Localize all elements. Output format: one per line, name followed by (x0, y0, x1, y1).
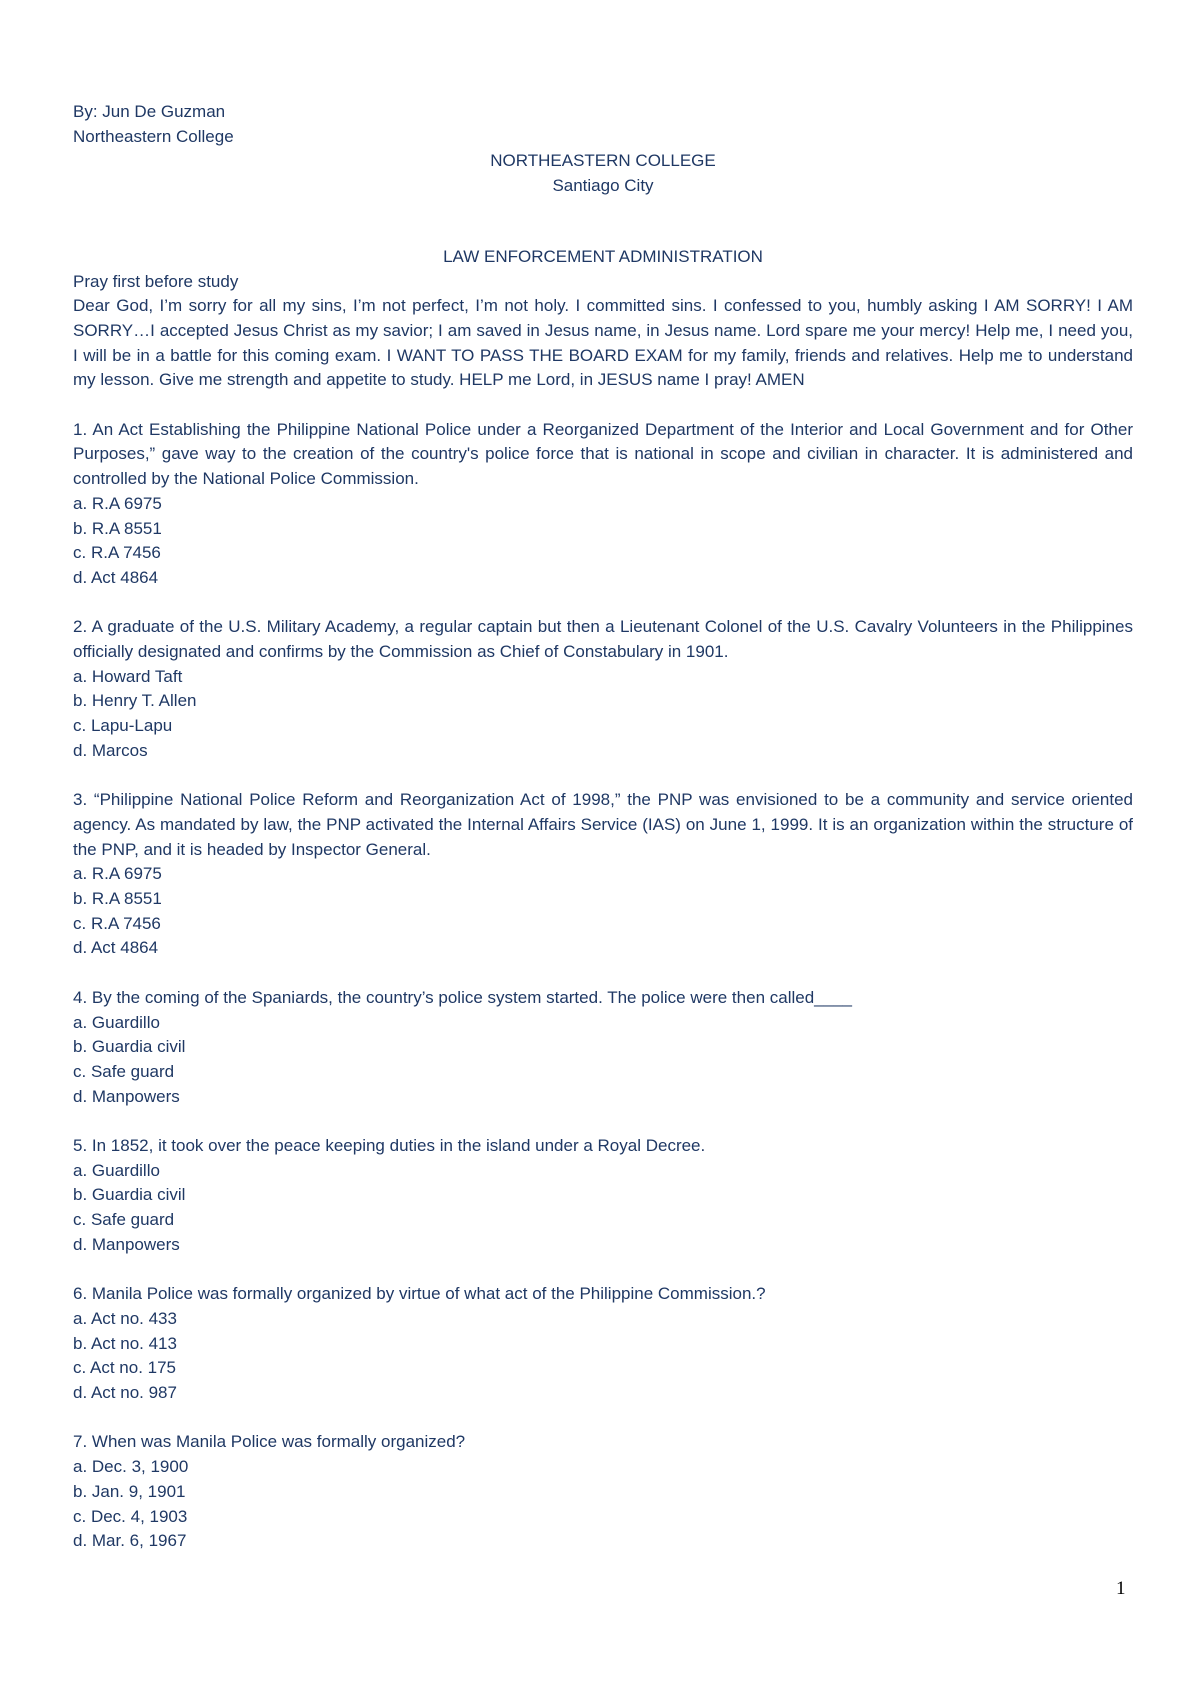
choice-d: d. Manpowers (73, 1086, 180, 1106)
blank-line (73, 1109, 1133, 1134)
blank-line (73, 591, 1133, 616)
prayer-text: Dear God, I’m sorry for all my sins, I’m not perfect, I’m not holy. I committed sins. I confessed to you, humbly asking I AM SORRY! I AM SORRY…I accepted Jesus Christ as my savior; I am saved in Jesus name, in Jesus name. Lord spare me your mercy! Help me, I need you, I will be in a battle for this coming exam. I WANT TO PASS THE BOARD EXAM for my family, friends and relatives. Help me to understand my lesson. Give me strength and appetite to study. HELP me Lord, in JESUS name I pray! AMEN (73, 296, 1133, 390)
choice-a: a. R.A 6975 (73, 864, 162, 884)
choice-d: d. Marcos (73, 740, 148, 760)
question-4 (73, 986, 1133, 1110)
document-page (73, 100, 1133, 1554)
question-1 (73, 418, 1133, 591)
choice-c: c. R.A 7456 (73, 543, 161, 563)
question-text: 7. When was Manila Police was formally organized? (73, 1432, 466, 1452)
question-3 (73, 788, 1133, 961)
blank-line (73, 1258, 1133, 1283)
author-institution: Northeastern College (73, 126, 234, 146)
blank-line (73, 222, 1133, 245)
blank-line (73, 1406, 1133, 1431)
choice-b: b. Jan. 9, 1901 (73, 1481, 186, 1501)
prayer-intro: Pray first before study (73, 271, 239, 291)
question-text: 1. An Act Establishing the Philippine National Police under a Reorganized Department of the Interior and Local Government and for Other Purposes,” gave way to the creation of the country's police force that is national in scope and civilian in character. It is administered and controlled by the National Police Commission. (73, 419, 1133, 489)
choice-d: d. Act 4864 (73, 938, 159, 958)
choice-d: d. Mar. 6, 1967 (73, 1531, 187, 1551)
choice-a: a. Dec. 3, 1900 (73, 1457, 189, 1477)
question-7 (73, 1430, 1133, 1554)
choice-b: b. Henry T. Allen (73, 691, 197, 711)
school-name: NORTHEASTERN COLLEGE (490, 151, 716, 171)
question-text: 4. By the coming of the Spaniards, the country’s police system started. The police were then called____ (73, 987, 852, 1007)
choice-c: c. Lapu-Lapu (73, 716, 173, 736)
question-text: 5. In 1852, it took over the peace keeping duties in the island under a Royal Decree. (73, 1136, 706, 1156)
question-text: 6. Manila Police was formally organized by virtue of what act of the Philippine Commission.? (73, 1284, 766, 1304)
choice-c: c. Safe guard (73, 1061, 175, 1081)
choice-c: c. Act no. 175 (73, 1358, 177, 1378)
choice-d: d. Manpowers (73, 1234, 180, 1254)
school-city: Santiago City (552, 176, 654, 196)
blank-line (73, 199, 1133, 222)
choice-a: a. R.A 6975 (73, 493, 162, 513)
question-2 (73, 615, 1133, 763)
choice-b: b. R.A 8551 (73, 518, 162, 538)
choice-a: a. Guardillo (73, 1012, 160, 1032)
blank-line (73, 393, 1133, 418)
choice-b: b. Guardia civil (73, 1037, 186, 1057)
choice-a: a. Howard Taft (73, 666, 183, 686)
blank-line (73, 961, 1133, 986)
question-text: 3. “Philippine National Police Reform and Reorganization Act of 1998,” the PNP was envisioned to be a community and service oriented agency. As mandated by law, the PNP activated the Internal Affairs Service (IAS) on June 1, 1999. It is an organization within the structure of the PNP, and it is headed by Inspector General. (73, 790, 1133, 859)
choice-b: b. Act no. 413 (73, 1333, 177, 1353)
choice-d: d. Act 4864 (73, 567, 159, 587)
choice-c: c. Safe guard (73, 1210, 175, 1230)
question-6 (73, 1282, 1133, 1406)
page-number: 1 (1116, 1578, 1126, 1599)
blank-line (73, 764, 1133, 789)
choice-c: c. Dec. 4, 1903 (73, 1506, 188, 1526)
question-5 (73, 1134, 1133, 1258)
question-text: 2. A graduate of the U.S. Military Academy, a regular captain but then a Lieutenant Colonel of the U.S. Cavalry Volunteers in the Philippines officially designated and confirms by the Commission as Chief of Constabulary in 1901. (73, 617, 1133, 662)
choice-b: b. Guardia civil (73, 1185, 186, 1205)
choice-c: c. R.A 7456 (73, 913, 161, 933)
choice-b: b. R.A 8551 (73, 889, 162, 909)
choice-a: a. Act no. 433 (73, 1308, 177, 1328)
author-name: By: Jun De Guzman (73, 102, 226, 121)
choice-d: d. Act no. 987 (73, 1383, 177, 1403)
choice-a: a. Guardillo (73, 1160, 160, 1180)
document-title: LAW ENFORCEMENT ADMINISTRATION (443, 246, 763, 266)
